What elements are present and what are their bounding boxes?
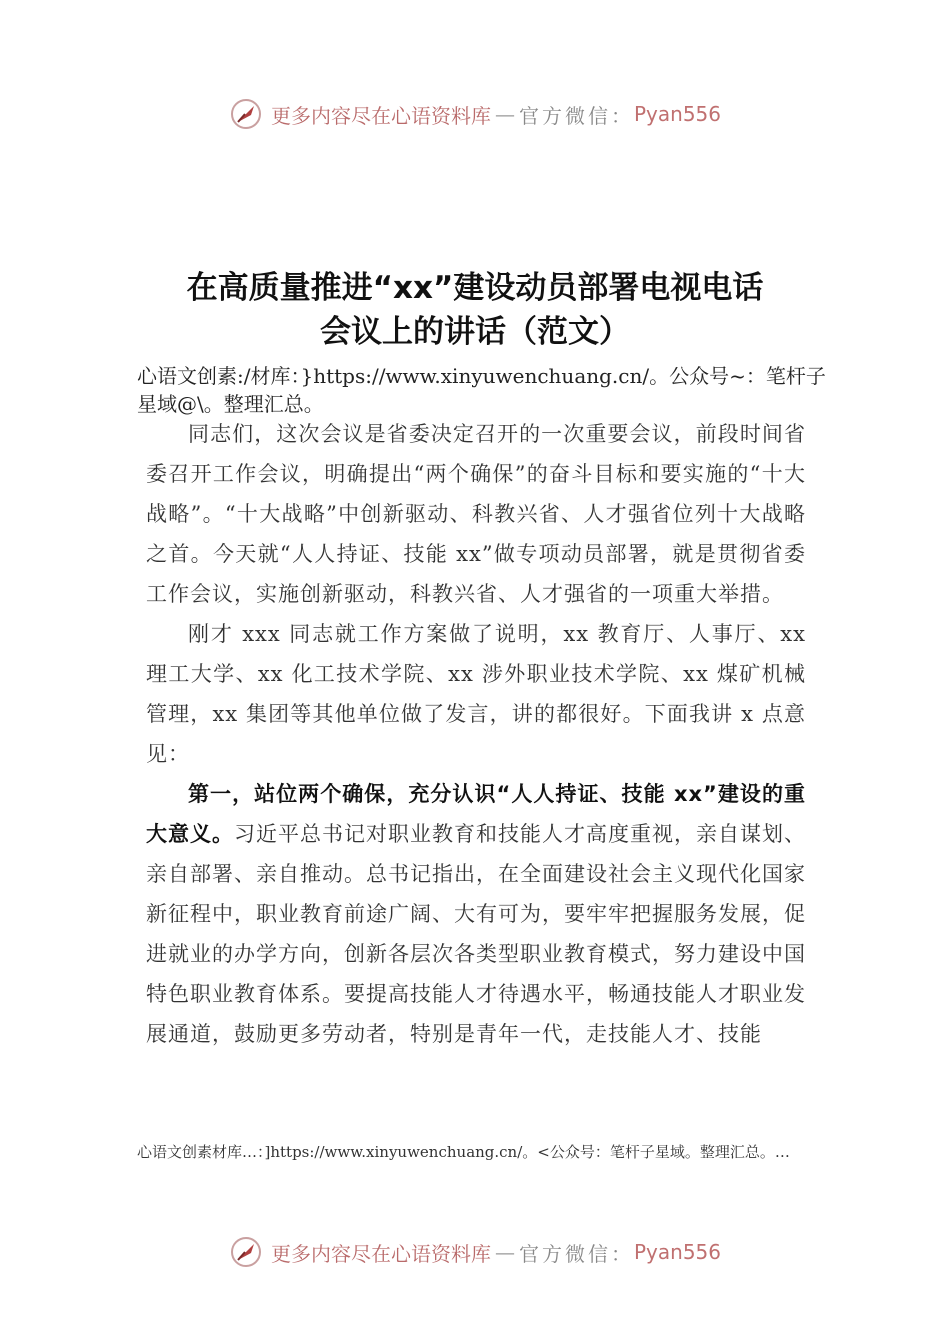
- banner-text: 更多内容尽在心语资料库: [270, 103, 491, 128]
- banner-dash: —: [494, 1240, 515, 1264]
- section-1-heading: 第一，站位两个确保，充分认识“人人持证、技能 xx”建设的重大意义。: [146, 782, 806, 846]
- quill-logo-icon: [229, 97, 263, 131]
- document-title: [100, 266, 850, 354]
- footer-banner: [0, 1232, 950, 1272]
- page-footnote: 心语文创素材库…：]https://www.xinyuwenchuang.cn/。<公众号：笔杆子星域。整理汇总。…: [137, 1143, 790, 1161]
- quill-logo-icon: [229, 1235, 263, 1269]
- source-meta-line: 心语文创素:/材库：}https://www.xinyuwenchuang.cn/。公众号~：笔杆子星域@\。整理汇总。: [137, 364, 826, 416]
- title-line-2: 会议上的讲话（范文）: [320, 314, 630, 350]
- paragraph-2: 刚才 xxx 同志就工作方案做了说明，xx 教育厅、人事厅、xx 理工大学、xx 化工技术学院、xx 涉外职业技术学院、xx 煤矿机械管理，xx 集团等其他单位做了发言，讲的都很好。下面我讲 x 点意见：: [146, 622, 806, 766]
- section-1-paragraph: [146, 774, 806, 1054]
- header-banner: [0, 94, 950, 134]
- banner-label: 官方微信：: [518, 1241, 634, 1266]
- paragraph-1: 同志们，这次会议是省委决定召开的一次重要会议，前段时间省委召开工作会议，明确提出“两个确保”的奋斗目标和要实施的“十大战略”。“十大战略”中创新驱动、科教兴省、人才强省位列十大战略之首。今天就“人人持证、技能 xx”做专项动员部署，就是贯彻省委工作会议，实施创新驱动，科教兴省、人才强省的一项重大举措。: [146, 422, 806, 606]
- title-line-1: 在高质量推进“xx”建设动员部署电视电话: [186, 270, 764, 306]
- banner-text: 更多内容尽在心语资料库: [270, 1241, 491, 1266]
- banner-dash: —: [494, 102, 515, 126]
- document-body: [146, 414, 806, 1054]
- banner-wechat-id: Pyan556: [633, 102, 721, 126]
- section-1-text: 习近平总书记对职业教育和技能人才高度重视，亲自谋划、亲自部署、亲自推动。总书记指出，在全面建设社会主义现代化国家新征程中，职业教育前途广阔、大有可为，要牢牢把握服务发展，促进就业的办学方向，创新各层次各类型职业教育模式，努力建设中国特色职业教育体系。要提高技能人才待遇水平，畅通技能人才职业发展通道，鼓励更多劳动者，特别是青年一代，走技能人才、技能: [146, 822, 806, 1046]
- banner-wechat-id: Pyan556: [633, 1240, 721, 1264]
- banner-label: 官方微信：: [518, 103, 634, 128]
